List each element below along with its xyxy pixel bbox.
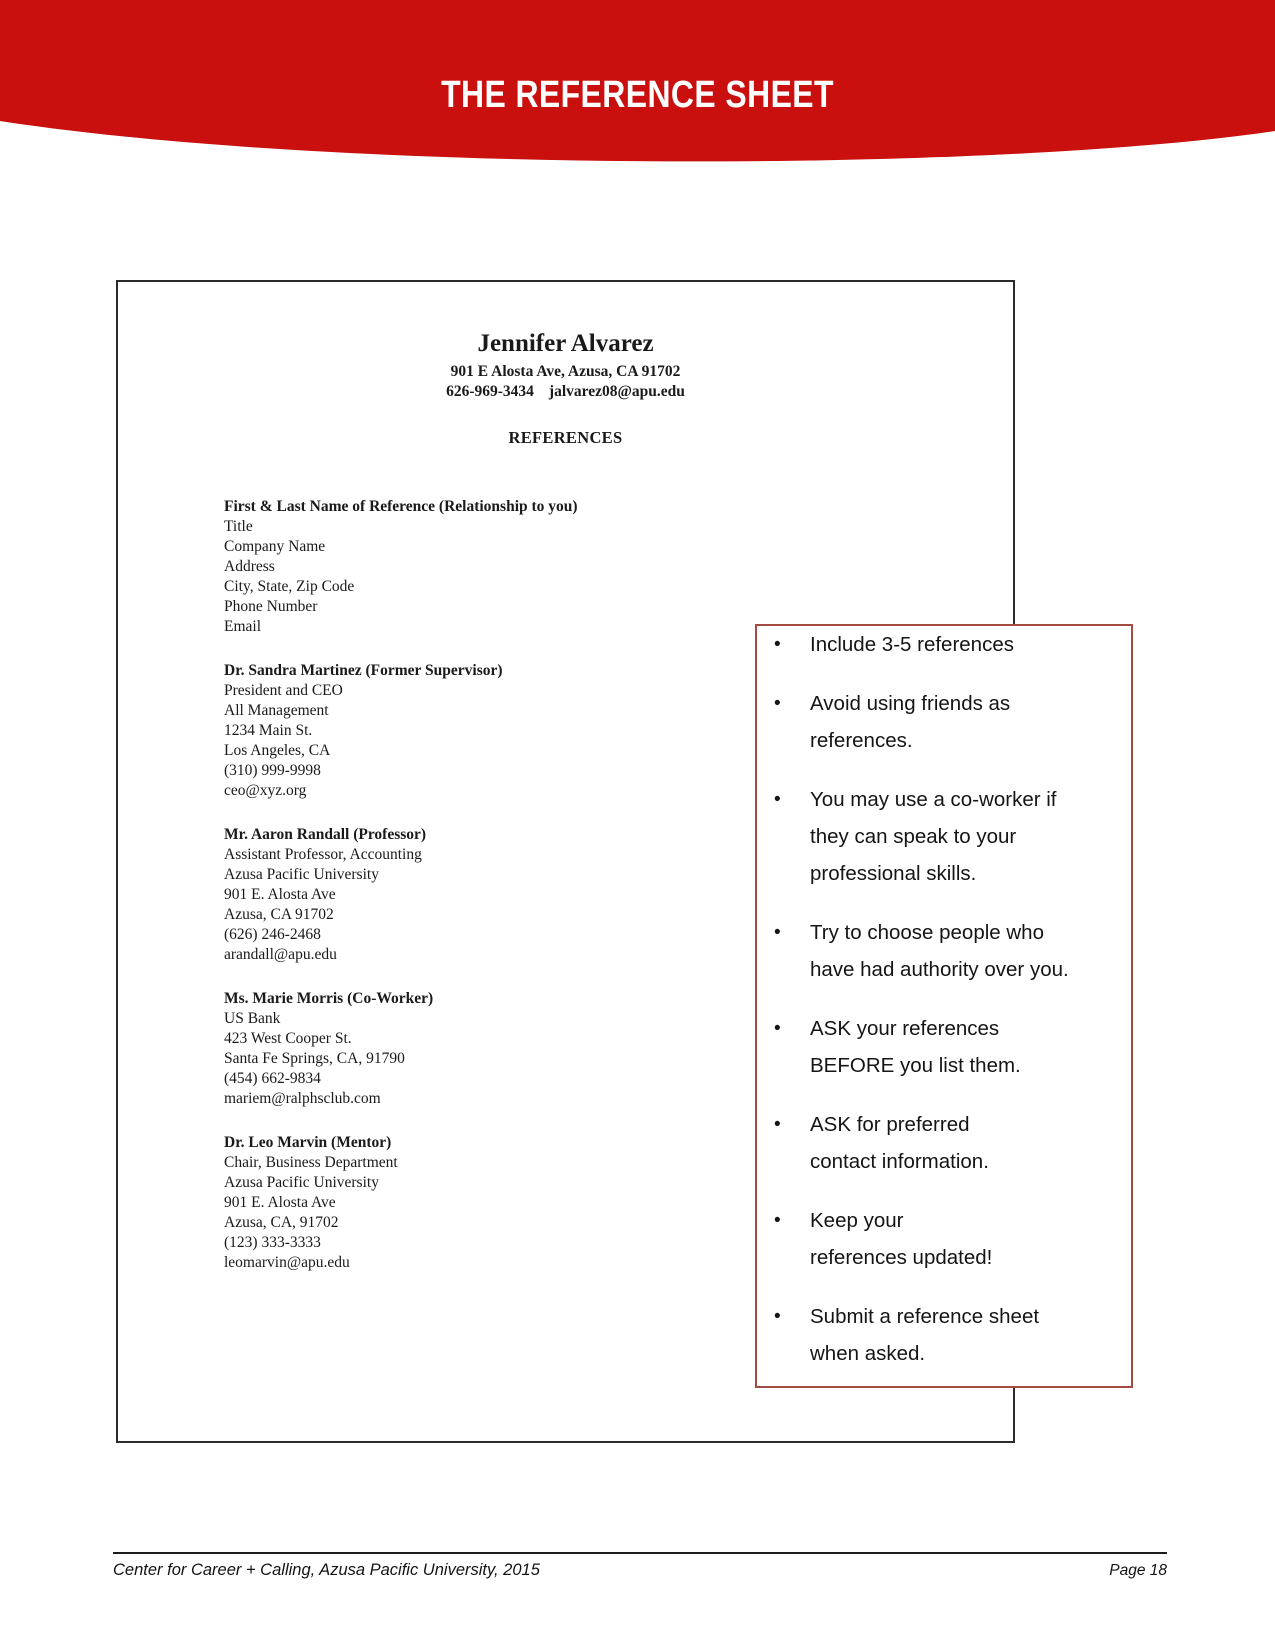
reference-detail-line: Company Name [224,538,326,555]
reference-name-line: Mr. Aaron Randall (Professor) [224,826,427,843]
reference-detail-line: ceo@xyz.org [224,782,307,799]
tip-line: Try to choose people who [810,921,1044,944]
tips-list [757,626,1131,1372]
reference-detail-line: Phone Number [224,598,318,615]
reference-detail-line: Chair, Business Department [224,1154,398,1171]
bullet-dot-icon: • [774,1114,781,1135]
tip-line: contact information. [810,1150,989,1173]
reference-detail-line: leomarvin@apu.edu [224,1254,350,1271]
reference-name-line: First & Last Name of Reference (Relationship to you) [224,498,578,515]
reference-detail-line: US Bank [224,1010,281,1027]
tip-item [757,1010,1131,1084]
reference-detail-line: City, State, Zip Code [224,578,355,595]
reference-detail-line: mariem@ralphsclub.com [224,1090,381,1107]
bullet-dot-icon: • [774,789,781,810]
reference-detail-line: 1234 Main St. [224,722,313,739]
reference-detail-line: 901 E. Alosta Ave [224,886,336,903]
bullet-dot-icon: • [774,1210,781,1231]
tip-item [757,1202,1131,1276]
reference-name-line: Ms. Marie Morris (Co-Worker) [224,990,434,1007]
reference-detail-line: arandall@apu.edu [224,946,337,963]
footer-page-number: Page 18 [1109,1562,1167,1579]
reference-detail-line: All Management [224,702,329,719]
reference-detail-line: (454) 662-9834 [224,1070,321,1087]
reference-detail-line: 423 West Cooper St. [224,1030,352,1047]
tip-item [757,626,1131,663]
reference-detail-line: President and CEO [224,682,343,699]
bullet-dot-icon: • [774,1018,781,1039]
bullet-dot-icon: • [774,922,781,943]
reference-detail-line: Los Angeles, CA [224,742,331,759]
tip-item [757,685,1131,759]
tips-box [755,624,1133,1388]
tip-line: You may use a co-worker if [810,788,1057,811]
reference-name-line: Dr. Sandra Martinez (Former Supervisor) [224,662,503,679]
tip-item [757,1106,1131,1180]
reference-block [224,497,983,637]
page-title: THE REFERENCE SHEET [441,74,834,116]
reference-name-line: Dr. Leo Marvin (Mentor) [224,1134,392,1151]
applicant-email: jalvarez08@apu.edu [548,383,685,400]
reference-detail-line: 901 E. Alosta Ave [224,1194,336,1211]
bullet-dot-icon: • [774,1306,781,1327]
bullet-dot-icon: • [774,634,781,655]
tip-line: BEFORE you list them. [810,1054,1021,1077]
tip-item [757,914,1131,988]
tip-line: Avoid using friends as [810,692,1011,715]
reference-detail-line: (123) 333-3333 [224,1234,321,1251]
reference-detail-line: Azusa Pacific University [224,1174,379,1191]
tip-line: references. [810,729,913,752]
reference-detail-line: Email [224,618,262,635]
reference-detail-line: Assistant Professor, Accounting [224,846,422,863]
tip-item [757,781,1131,892]
footer-source-text: Center for Career + Calling, Azusa Pacific University, 2015 [113,1561,540,1579]
reference-detail-line: (626) 246-2468 [224,926,321,943]
tip-line: professional skills. [810,862,977,885]
applicant-address: 901 E Alosta Ave, Azusa, CA 91702 [450,363,681,380]
tip-line: Include 3-5 references [810,633,1014,656]
tip-line: they can speak to your [810,825,1017,848]
tip-line: Submit a reference sheet [810,1305,1040,1328]
tip-line: ASK your references [810,1017,1000,1040]
tip-line: references updated! [810,1246,993,1269]
applicant-name: Jennifer Alvarez [477,330,654,357]
reference-detail-line: Azusa, CA 91702 [224,906,334,923]
reference-detail-line: (310) 999-9998 [224,762,321,779]
reference-detail-line: Azusa, CA, 91702 [224,1214,339,1231]
tip-line: ASK for preferred [810,1113,970,1136]
tip-line: Keep your [810,1209,904,1232]
tip-item [757,1298,1131,1372]
applicant-phone: 626-969-3434 [446,383,534,400]
applicant-contact-line [118,382,1013,402]
tip-line: have had authority over you. [810,958,1069,981]
reference-detail-line: Address [224,558,275,575]
reference-detail-line: Santa Fe Springs, CA, 91790 [224,1050,405,1067]
bullet-dot-icon: • [774,693,781,714]
reference-detail-line: Title [224,518,253,535]
tip-line: when asked. [810,1342,926,1365]
footer-divider [113,1552,1167,1554]
references-section-heading: REFERENCES [508,428,623,447]
reference-detail-line: Azusa Pacific University [224,866,379,883]
